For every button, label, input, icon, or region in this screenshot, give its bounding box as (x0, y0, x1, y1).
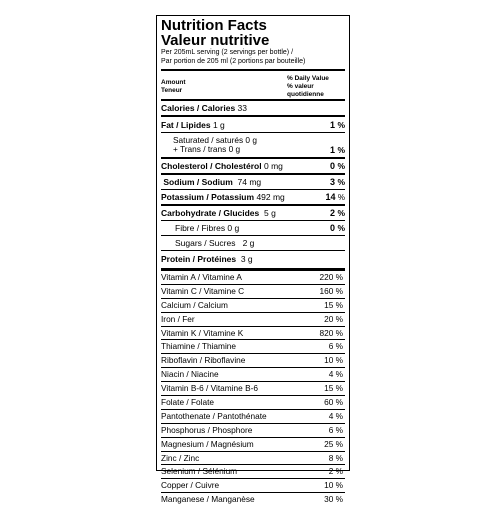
protein-label: Protein / Protéines (161, 253, 237, 264)
cholesterol-dv: 0 (330, 161, 336, 171)
nutrient-name: Manganese / Manganèse (161, 494, 255, 505)
list-item (161, 327, 345, 341)
list-item (161, 354, 345, 368)
list-item (161, 424, 345, 438)
vitamin-mineral-list (161, 271, 345, 506)
teneur-label: Teneur (161, 87, 183, 94)
nutrient-name: Folate / Folate (161, 397, 215, 408)
nutrient-dv: 6 % (328, 424, 343, 435)
list-item (161, 382, 345, 396)
daily-value-label: % Daily Value (287, 75, 329, 82)
nutrient-name: Zinc / Zinc (161, 452, 200, 463)
saturated-dv: 1 (330, 145, 336, 155)
sodium-dv: 3 (330, 177, 336, 187)
nutrient-dv: 4 % (328, 410, 343, 421)
nutrient-dv: 10 % (324, 355, 343, 366)
sodium-value: 74 mg (237, 177, 262, 187)
sugars-value: 2 g (242, 238, 255, 248)
cholesterol-value: 0 mg (263, 161, 283, 171)
fibre-dv: 0 (330, 223, 336, 233)
protein-value: 3 g (240, 253, 253, 264)
serving-size-english: Per 205mL serving (2 servings per bottle) / (161, 49, 294, 56)
nutrient-dv: 60 % (324, 397, 343, 408)
calories-row (161, 101, 345, 115)
fat-label: Fat / Lipides (161, 119, 211, 130)
list-item (161, 438, 345, 452)
fibre-label: Fibre / Fibres 0 g (175, 223, 240, 233)
potassium-row (161, 190, 345, 204)
nutrient-name: Selenium / Sélénium (161, 466, 238, 477)
saturated-label: Saturated / saturés 0 g (173, 134, 257, 145)
column-header (161, 71, 345, 99)
carbohydrate-label: Carbohydrate / Glucides (161, 208, 260, 218)
nutrient-name: Phosphorus / Phosphore (161, 424, 253, 435)
sugars-row (161, 236, 345, 250)
nutrient-dv: 15 % (324, 383, 343, 394)
carbohydrate-dv: 2 (330, 208, 336, 218)
sugars-label: Sugars / Sucres (175, 238, 236, 248)
list-item (161, 285, 345, 299)
nutrient-dv: 15 % (324, 299, 343, 310)
carbohydrate-pct-symbol: % (337, 208, 345, 218)
carbohydrate-value: 5 g (263, 208, 276, 218)
sodium-label: Sodium / Sodium (163, 177, 233, 187)
serving-size-french: Par portion de 205 ml (2 portions par bouteille) (161, 58, 306, 65)
nutrient-name: Vitamin B-6 / Vitamine B-6 (161, 383, 258, 394)
fat-pct-symbol: % (337, 119, 345, 130)
nutrient-name: Riboflavin / Riboflavine (161, 355, 246, 366)
saturated-trans-row (161, 133, 345, 157)
nutrition-facts-panel (156, 15, 350, 505)
potassium-dv: 14 (325, 192, 336, 202)
list-item (161, 479, 345, 493)
list-item (161, 396, 345, 410)
amount-label: Amount (161, 79, 186, 86)
sodium-row (161, 175, 345, 189)
cholesterol-pct-symbol: % (337, 161, 345, 171)
quotidienne-label: quotidienne (287, 91, 324, 98)
nutrient-dv: 8 % (328, 452, 343, 463)
fat-dv: 1 (330, 119, 336, 130)
list-item (161, 299, 345, 313)
nutrient-dv: 2 % (328, 466, 343, 477)
nutrient-dv: 30 % (324, 494, 343, 505)
sodium-pct-symbol: % (337, 177, 345, 187)
list-item (161, 410, 345, 424)
potassium-value: 492 mg (256, 192, 285, 202)
cholesterol-row (161, 159, 345, 173)
nutrient-dv: 220 % (319, 272, 343, 282)
nutrient-name: Iron / Fer (161, 313, 195, 324)
nutrient-name: Vitamin C / Vitamine C (161, 285, 245, 296)
nutrient-name: Magnesium / Magnésium (161, 438, 254, 449)
fat-value: 1 g (212, 119, 225, 130)
nutrient-dv: 25 % (324, 438, 343, 449)
nutrient-name: Vitamin K / Vitamine K (161, 327, 244, 338)
nutrient-dv: 160 % (319, 285, 343, 296)
trans-label: + Trans / trans 0 g (173, 144, 241, 154)
nutrient-dv: 4 % (328, 369, 343, 380)
potassium-pct-symbol: % (337, 193, 345, 202)
nutrient-name: Pantothenate / Pantothénate (161, 410, 267, 421)
title-english: Nutrition Facts (161, 17, 267, 34)
nutrient-name: Calcium / Calcium (161, 299, 228, 310)
nutrient-dv: 820 % (319, 327, 343, 338)
cholesterol-label: Cholesterol / Cholestérol (161, 161, 262, 171)
title-french: Valeur nutritive (161, 32, 270, 49)
nutrient-dv: 10 % (324, 480, 343, 491)
fibre-pct-symbol: % (337, 223, 345, 233)
list-item (161, 313, 345, 327)
saturated-pct-symbol: % (337, 145, 345, 155)
nutrient-dv: 20 % (324, 313, 343, 324)
calories-label: Calories / Calories (161, 103, 236, 113)
nutrient-name: Thiamine / Thiamine (161, 341, 237, 352)
list-item (161, 452, 345, 466)
fat-row (161, 117, 345, 132)
calories-value: 33 (237, 103, 248, 113)
list-item (161, 340, 345, 354)
carbohydrate-row (161, 206, 345, 220)
list-item (161, 368, 345, 382)
potassium-label: Potassium / Potassium (161, 192, 255, 202)
valeur-label: % valeur (287, 83, 314, 90)
nutrient-name: Vitamin A / Vitamine A (161, 272, 242, 282)
protein-row (161, 251, 345, 266)
list-item (161, 271, 345, 285)
nutrient-dv: 6 % (328, 341, 343, 352)
fibre-row (161, 221, 345, 235)
nutrient-name: Niacin / Niacine (161, 369, 219, 380)
list-item (161, 465, 345, 479)
nutrient-name: Copper / Cuivre (161, 480, 220, 491)
